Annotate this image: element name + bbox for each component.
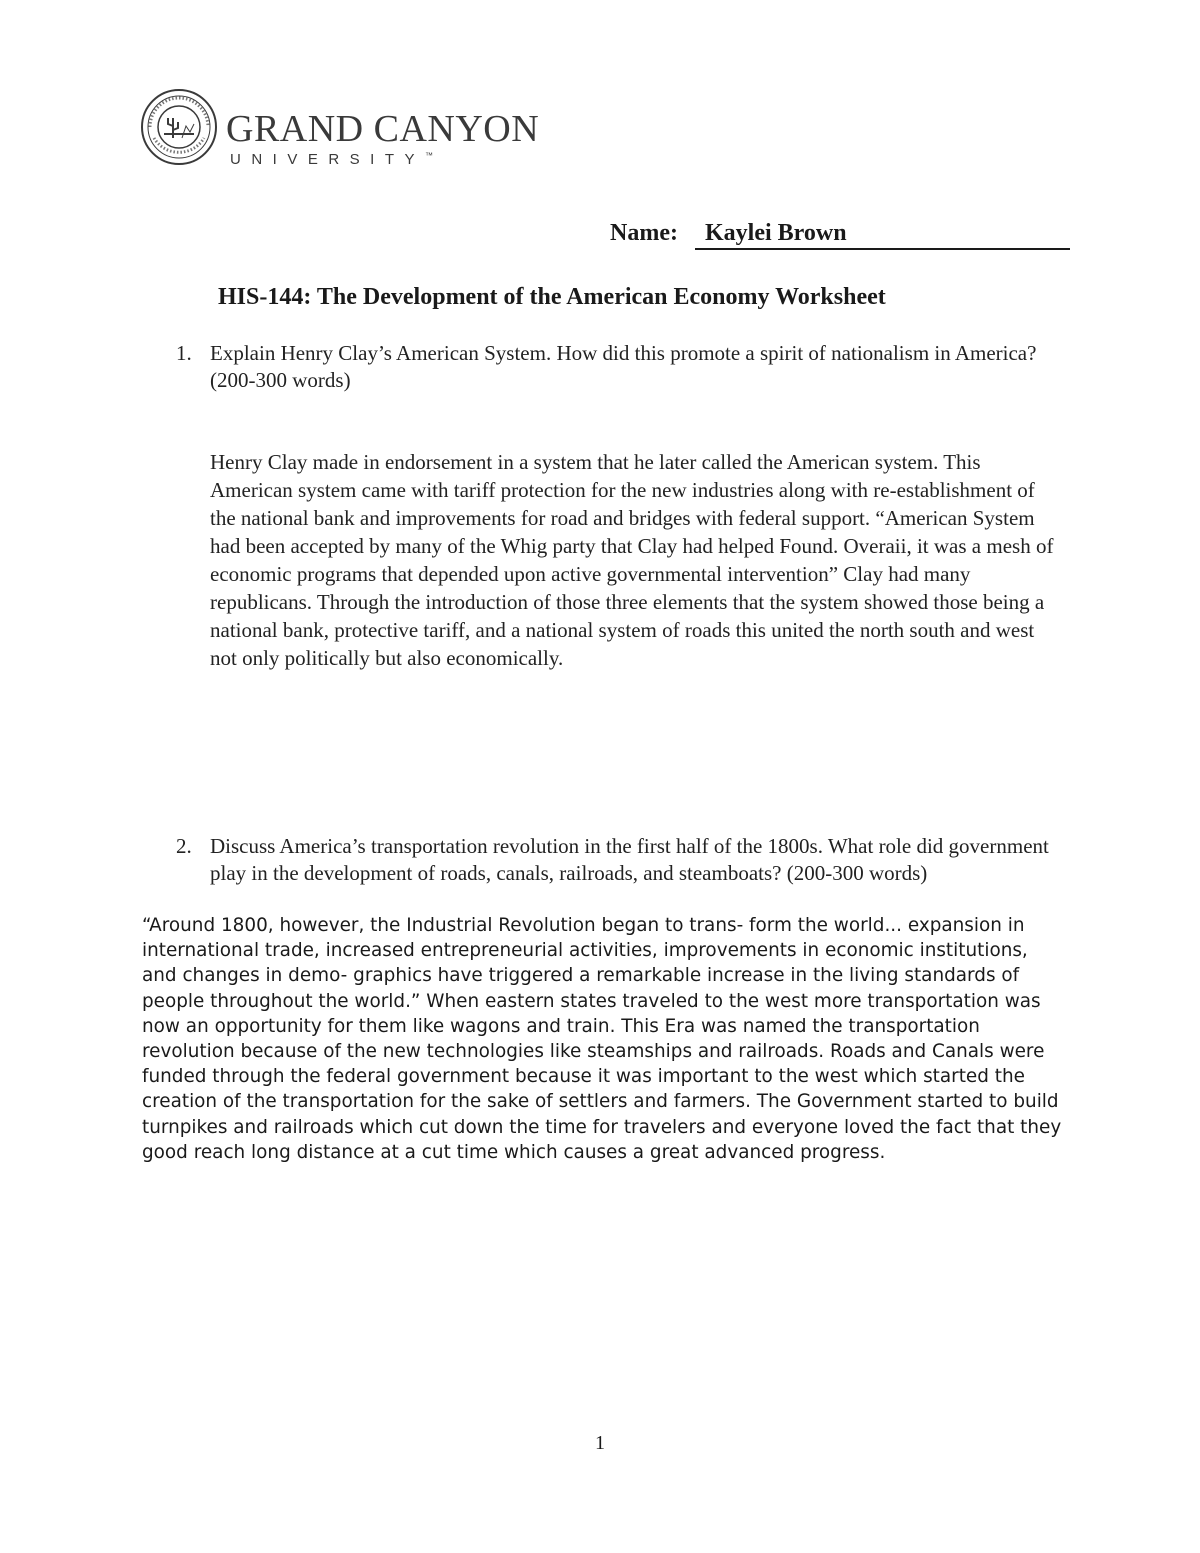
- university-logo: [140, 88, 540, 168]
- name-value: Kaylei Brown: [695, 220, 1070, 250]
- question-number: 1.: [176, 341, 192, 365]
- page-number: 1: [595, 1432, 605, 1454]
- logo-wordmark-top: GRAND CANYON: [226, 108, 540, 150]
- answer-2: “Around 1800, however, the Industrial Revolution began to trans- form the world... expansion in international trade, increased entrepreneurial activities, improvements in economic institutions, and changes in demo- graphics have triggered a remarkable increase in the living standards of people throughout the world.” When eastern states traveled to the west more transportation was now an opportunity for them like wagons and train. This Era was named the transportation revolution because of the new technologies like steamships and railroads. Roads and Canals were funded through the federal government because it was important to the west which started the creation of the transportation for the sake of settlers and farmers. The Government started to build turnpikes and railroads which cut down the time for travelers and everyone loved the fact that they good reach long distance at a cut time which causes a great advanced progress.: [142, 915, 1062, 1163]
- question-number: 2.: [176, 834, 192, 858]
- worksheet-title: HIS-144: The Development of the American Economy Worksheet: [218, 284, 886, 310]
- name-label: Name:: [610, 220, 678, 246]
- answer-1: Henry Clay made in endorsement in a system that he later called the American system. This American system came with tariff protection for the new industries along with re-establishment of the national bank and improvements for road and bridges with federal support. “American System had been accepted by many of the Whig party that Clay had helped Found. Overaii, it was a mesh of economic programs that depended upon active governmental intervention” Clay had many republicans. Through the introduction of those three elements that the system showed those being a national bank, protective tariff, and a national system of roads this united the north south and west not only politically but also economically.: [210, 450, 1054, 670]
- logo-wordmark-university: UNIVERSITY: [230, 151, 426, 168]
- name-row: [610, 220, 847, 247]
- question-text: Discuss America’s transportation revolution in the first half of the 1800s. What role did government play in the development of roads, canals, railroads, and steamboats? (200-300 words): [210, 834, 1049, 885]
- logo-wordmark-bottom: [230, 152, 433, 167]
- question-text: Explain Henry Clay’s American System. How did this promote a spirit of nationalism in America? (200-300 words): [210, 341, 1037, 392]
- logo-trademark: ™: [425, 151, 434, 160]
- university-seal-icon: [140, 88, 218, 166]
